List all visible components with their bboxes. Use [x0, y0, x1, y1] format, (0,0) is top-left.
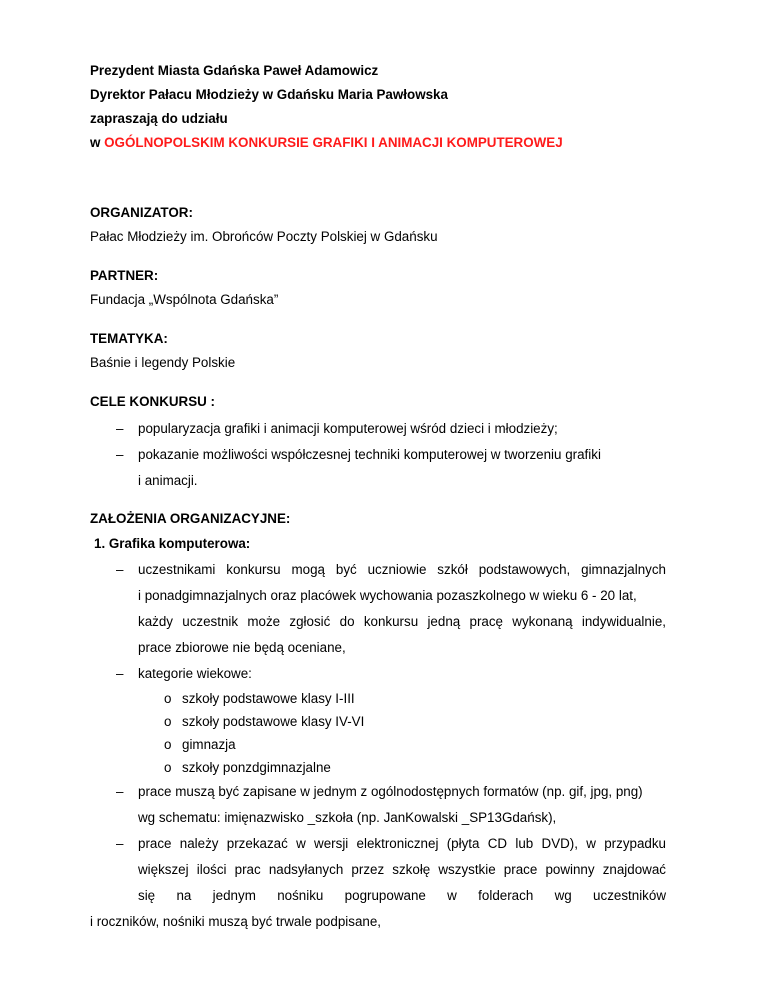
participants-line: i ponadgimnazjalnych oraz placówek wychowania pozaszkolnego w wieku 6 - 20 lat,	[138, 588, 637, 603]
circle-bullet-icon: o	[164, 737, 172, 752]
age-categories-item	[90, 661, 690, 687]
section-1-title: 1. Grafika komputerowa:	[94, 536, 251, 551]
age-categories-label: kategorie wiekowe:	[138, 666, 252, 681]
dash-icon: –	[116, 836, 124, 851]
circle-bullet-icon: o	[164, 714, 172, 729]
dash-icon: –	[116, 447, 124, 462]
intro-president: Prezydent Miasta Gdańska Paweł Adamowicz	[90, 63, 379, 78]
format-item	[90, 779, 690, 831]
intro-prefix: w	[90, 135, 105, 150]
goal-item	[90, 442, 690, 494]
document-page	[90, 59, 690, 935]
age-category-text: gimnazja	[182, 737, 236, 752]
organizer-heading: ORGANIZATOR:	[90, 205, 193, 220]
delivery-line: prace należy przekazać w wersji elektronicznej (płyta CD lub DVD), w przypadku	[138, 836, 666, 851]
dash-icon: –	[116, 562, 124, 577]
spacer	[90, 312, 690, 327]
goals-heading: CELE KONKURSU :	[90, 394, 215, 409]
age-category	[90, 756, 690, 779]
age-category	[90, 733, 690, 756]
participants-line: uczestnikami konkursu mogą być uczniowie szkół podstawowych, gimnazjalnych	[138, 562, 666, 577]
delivery-line-cont: i roczników, nośniki muszą być trwale podpisane,	[90, 914, 382, 929]
age-category-text: szkoły podstawowe klasy I-III	[182, 691, 355, 706]
age-category	[90, 687, 690, 710]
goal-text-cont: i animacji.	[138, 473, 198, 488]
theme-heading: TEMATYKA:	[90, 331, 168, 346]
intro-contest-line	[90, 131, 690, 155]
intro-invite: zapraszają do udziału	[90, 111, 228, 126]
participants-line: prace zbiorowe nie będą oceniane,	[138, 640, 346, 655]
delivery-item	[90, 831, 690, 909]
delivery-line: większej ilości prac nadsyłanych przez szkołę wszystkie prace powinny znajdować	[138, 862, 666, 877]
delivery-line: się na jednym nośniku pogrupowane w folderach wg uczestników	[138, 888, 666, 903]
dash-icon: –	[116, 784, 124, 799]
participants-item	[90, 557, 690, 661]
participants-line: każdy uczestnik może zgłosić do konkursu jedną pracę wykonaną indywidualnie,	[138, 614, 666, 629]
spacer	[90, 249, 690, 264]
spacer	[90, 155, 690, 201]
goal-text: pokazanie możliwości współczesnej techniki komputerowej w tworzeniu grafiki	[138, 447, 601, 462]
dash-icon: –	[116, 421, 124, 436]
goal-text: popularyzacja grafiki i animacji komputerowej wśród dzieci i młodzieży;	[138, 421, 558, 436]
age-category	[90, 710, 690, 733]
partner-heading: PARTNER:	[90, 268, 159, 283]
assumptions-heading: ZAŁOŻENIA ORGANIZACYJNE:	[90, 511, 291, 526]
format-line: prace muszą być zapisane w jednym z ogólnodostępnych formatów (np. gif, jpg, png)	[138, 784, 643, 799]
circle-bullet-icon: o	[164, 691, 172, 706]
theme-text: Baśnie i legendy Polskie	[90, 355, 236, 370]
goal-item	[90, 416, 690, 442]
spacer	[90, 375, 690, 390]
partner-text: Fundacja „Wspólnota Gdańska”	[90, 292, 279, 307]
circle-bullet-icon: o	[164, 760, 172, 775]
dash-icon: –	[116, 666, 124, 681]
intro-director: Dyrektor Pałacu Młodzieży w Gdańsku Maria Pawłowska	[90, 87, 448, 102]
contest-title: OGÓLNOPOLSKIM KONKURSIE GRAFIKI I ANIMACJI KOMPUTEROWEJ	[104, 135, 563, 150]
age-category-text: szkoły ponzdgimnazjalne	[182, 760, 331, 775]
format-line: wg schematu: imięnazwisko _szkoła (np. JanKowalski _SP13Gdańsk),	[138, 810, 557, 825]
age-category-text: szkoły podstawowe klasy IV-VI	[182, 714, 365, 729]
spacer	[90, 494, 690, 507]
organizer-text: Pałac Młodzieży im. Obrońców Poczty Polskiej w Gdańsku	[90, 229, 438, 244]
